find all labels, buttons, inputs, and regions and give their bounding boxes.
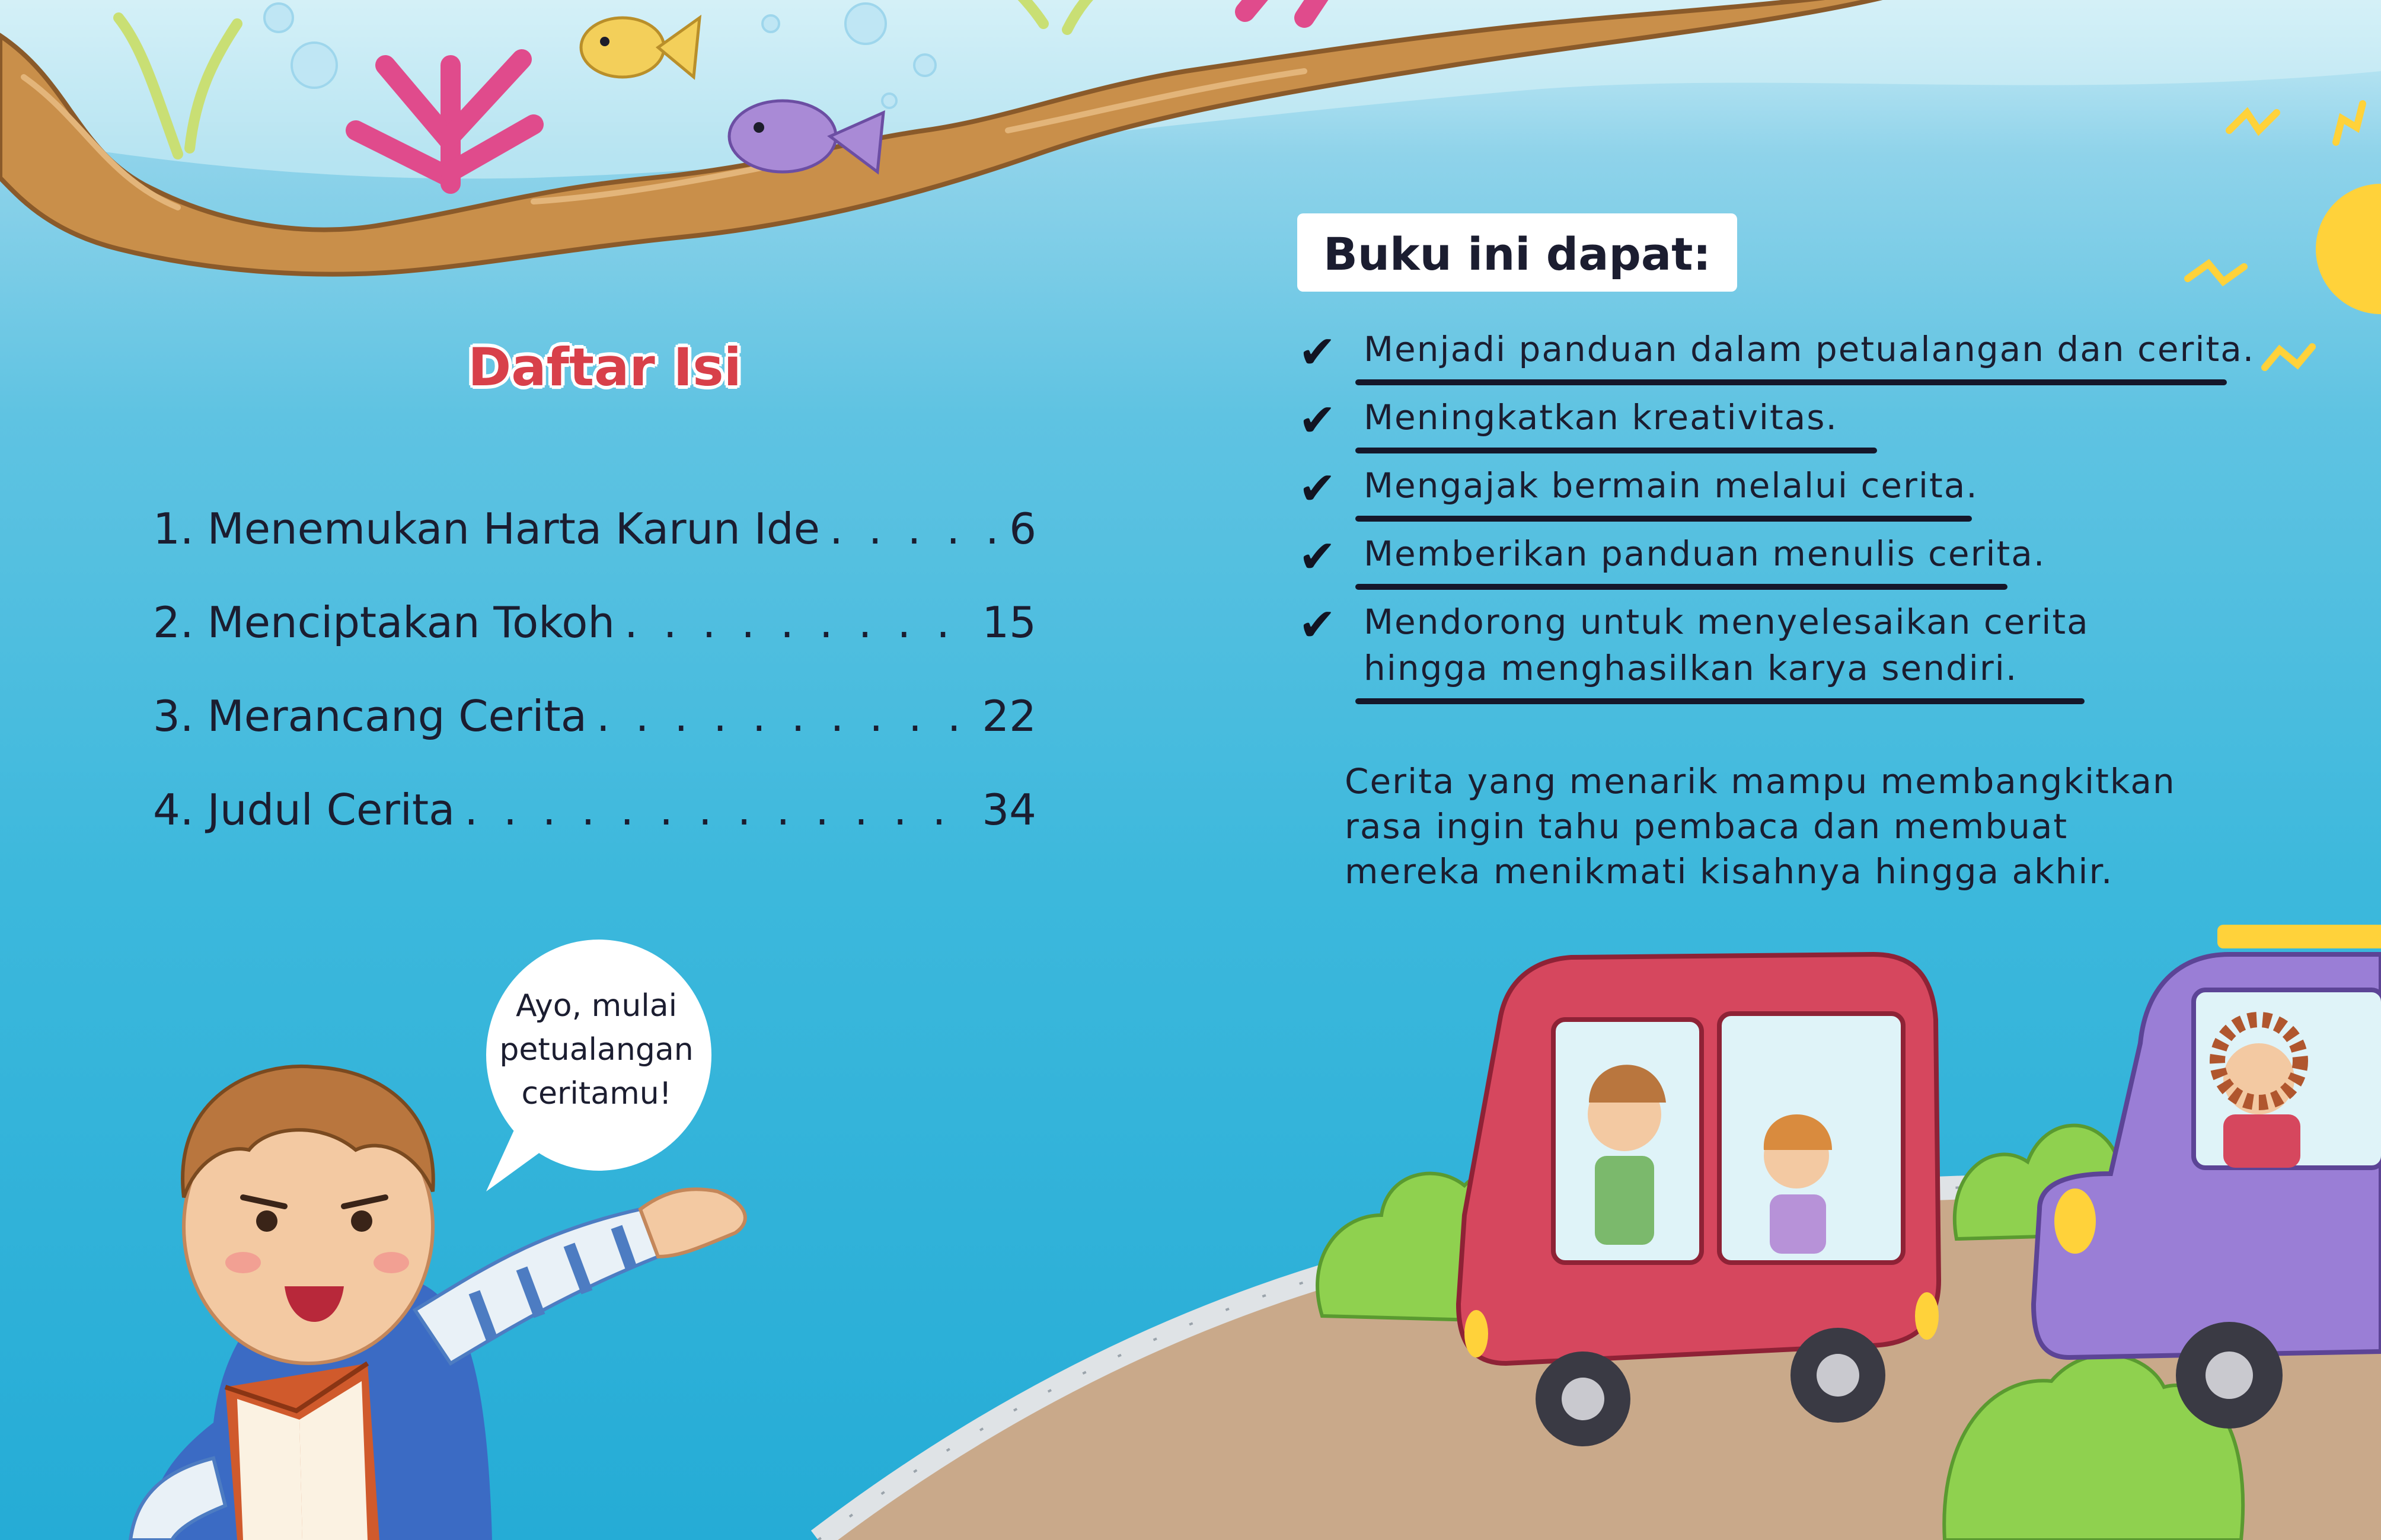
- check-icon: ✔: [1298, 598, 1336, 651]
- speech-bubble-text: [496, 984, 697, 1116]
- bubble-line: Ayo, mulai: [515, 988, 678, 1024]
- paragraph-line: mereka menikmati kisahnya hingga akhir.: [1345, 851, 2114, 892]
- underline: [1355, 379, 2227, 385]
- toc-item-label: 3. Merancang Cerita: [153, 691, 587, 741]
- closing-paragraph: [1345, 759, 2204, 894]
- benefit-text: Mengajak bermain melalui cerita.: [1364, 465, 1978, 506]
- benefit-text: Meningkatkan kreativitas.: [1364, 397, 1838, 437]
- benefit-text: Menjadi panduan dalam petualangan dan cerita.: [1364, 329, 2255, 369]
- benefit-text: Mendorong untuk menyelesaikan cerita: [1364, 602, 2089, 642]
- check-icon: ✔: [1298, 325, 1336, 378]
- toc-item[interactable]: [153, 598, 1036, 691]
- toc-item-page: 22: [982, 691, 1036, 741]
- benefit-text-line2: hingga menghasilkan karya sendiri.: [1364, 648, 2018, 688]
- bubble-line: petualangan: [499, 1032, 694, 1068]
- car-icon: [2034, 925, 2381, 1429]
- toc-item-page: 15: [982, 598, 1036, 647]
- paragraph-line: Cerita yang menarik mampu membangkitkan: [1345, 761, 2176, 801]
- underline: [1355, 698, 2085, 704]
- benefit-text: Memberikan panduan menulis cerita.: [1364, 533, 2046, 574]
- underline: [1355, 516, 1972, 522]
- toc-leader-dots: [624, 598, 972, 647]
- toc-item-page: 34: [982, 785, 1036, 835]
- underline: [1355, 448, 1877, 453]
- toc-title: Daftar Isi: [468, 337, 742, 398]
- toc-leader-dots: [829, 504, 1000, 554]
- toc-item-label: 1. Menemukan Harta Karun Ide: [153, 504, 820, 554]
- toc-item-label: 4. Judul Cerita: [153, 785, 455, 835]
- benefits-title: Buku ini dapat:: [1323, 228, 1711, 280]
- bubble-line: ceritamu!: [521, 1076, 672, 1111]
- toc-item[interactable]: [153, 504, 1036, 598]
- toc-item-page: 6: [1009, 504, 1036, 554]
- toc-leader-dots: [464, 785, 972, 835]
- check-icon: ✔: [1298, 462, 1336, 515]
- check-icon: ✔: [1298, 530, 1336, 583]
- toc-item[interactable]: [153, 785, 1036, 878]
- toc-item-label: 2. Menciptakan Tokoh: [153, 598, 615, 647]
- table-of-contents: [153, 504, 1036, 878]
- toc-item[interactable]: [153, 691, 1036, 785]
- check-icon: ✔: [1298, 394, 1336, 446]
- toc-leader-dots: [596, 691, 973, 741]
- paragraph-line: rasa ingin tahu pembaca dan membuat: [1345, 806, 2069, 846]
- underline: [1355, 584, 2007, 590]
